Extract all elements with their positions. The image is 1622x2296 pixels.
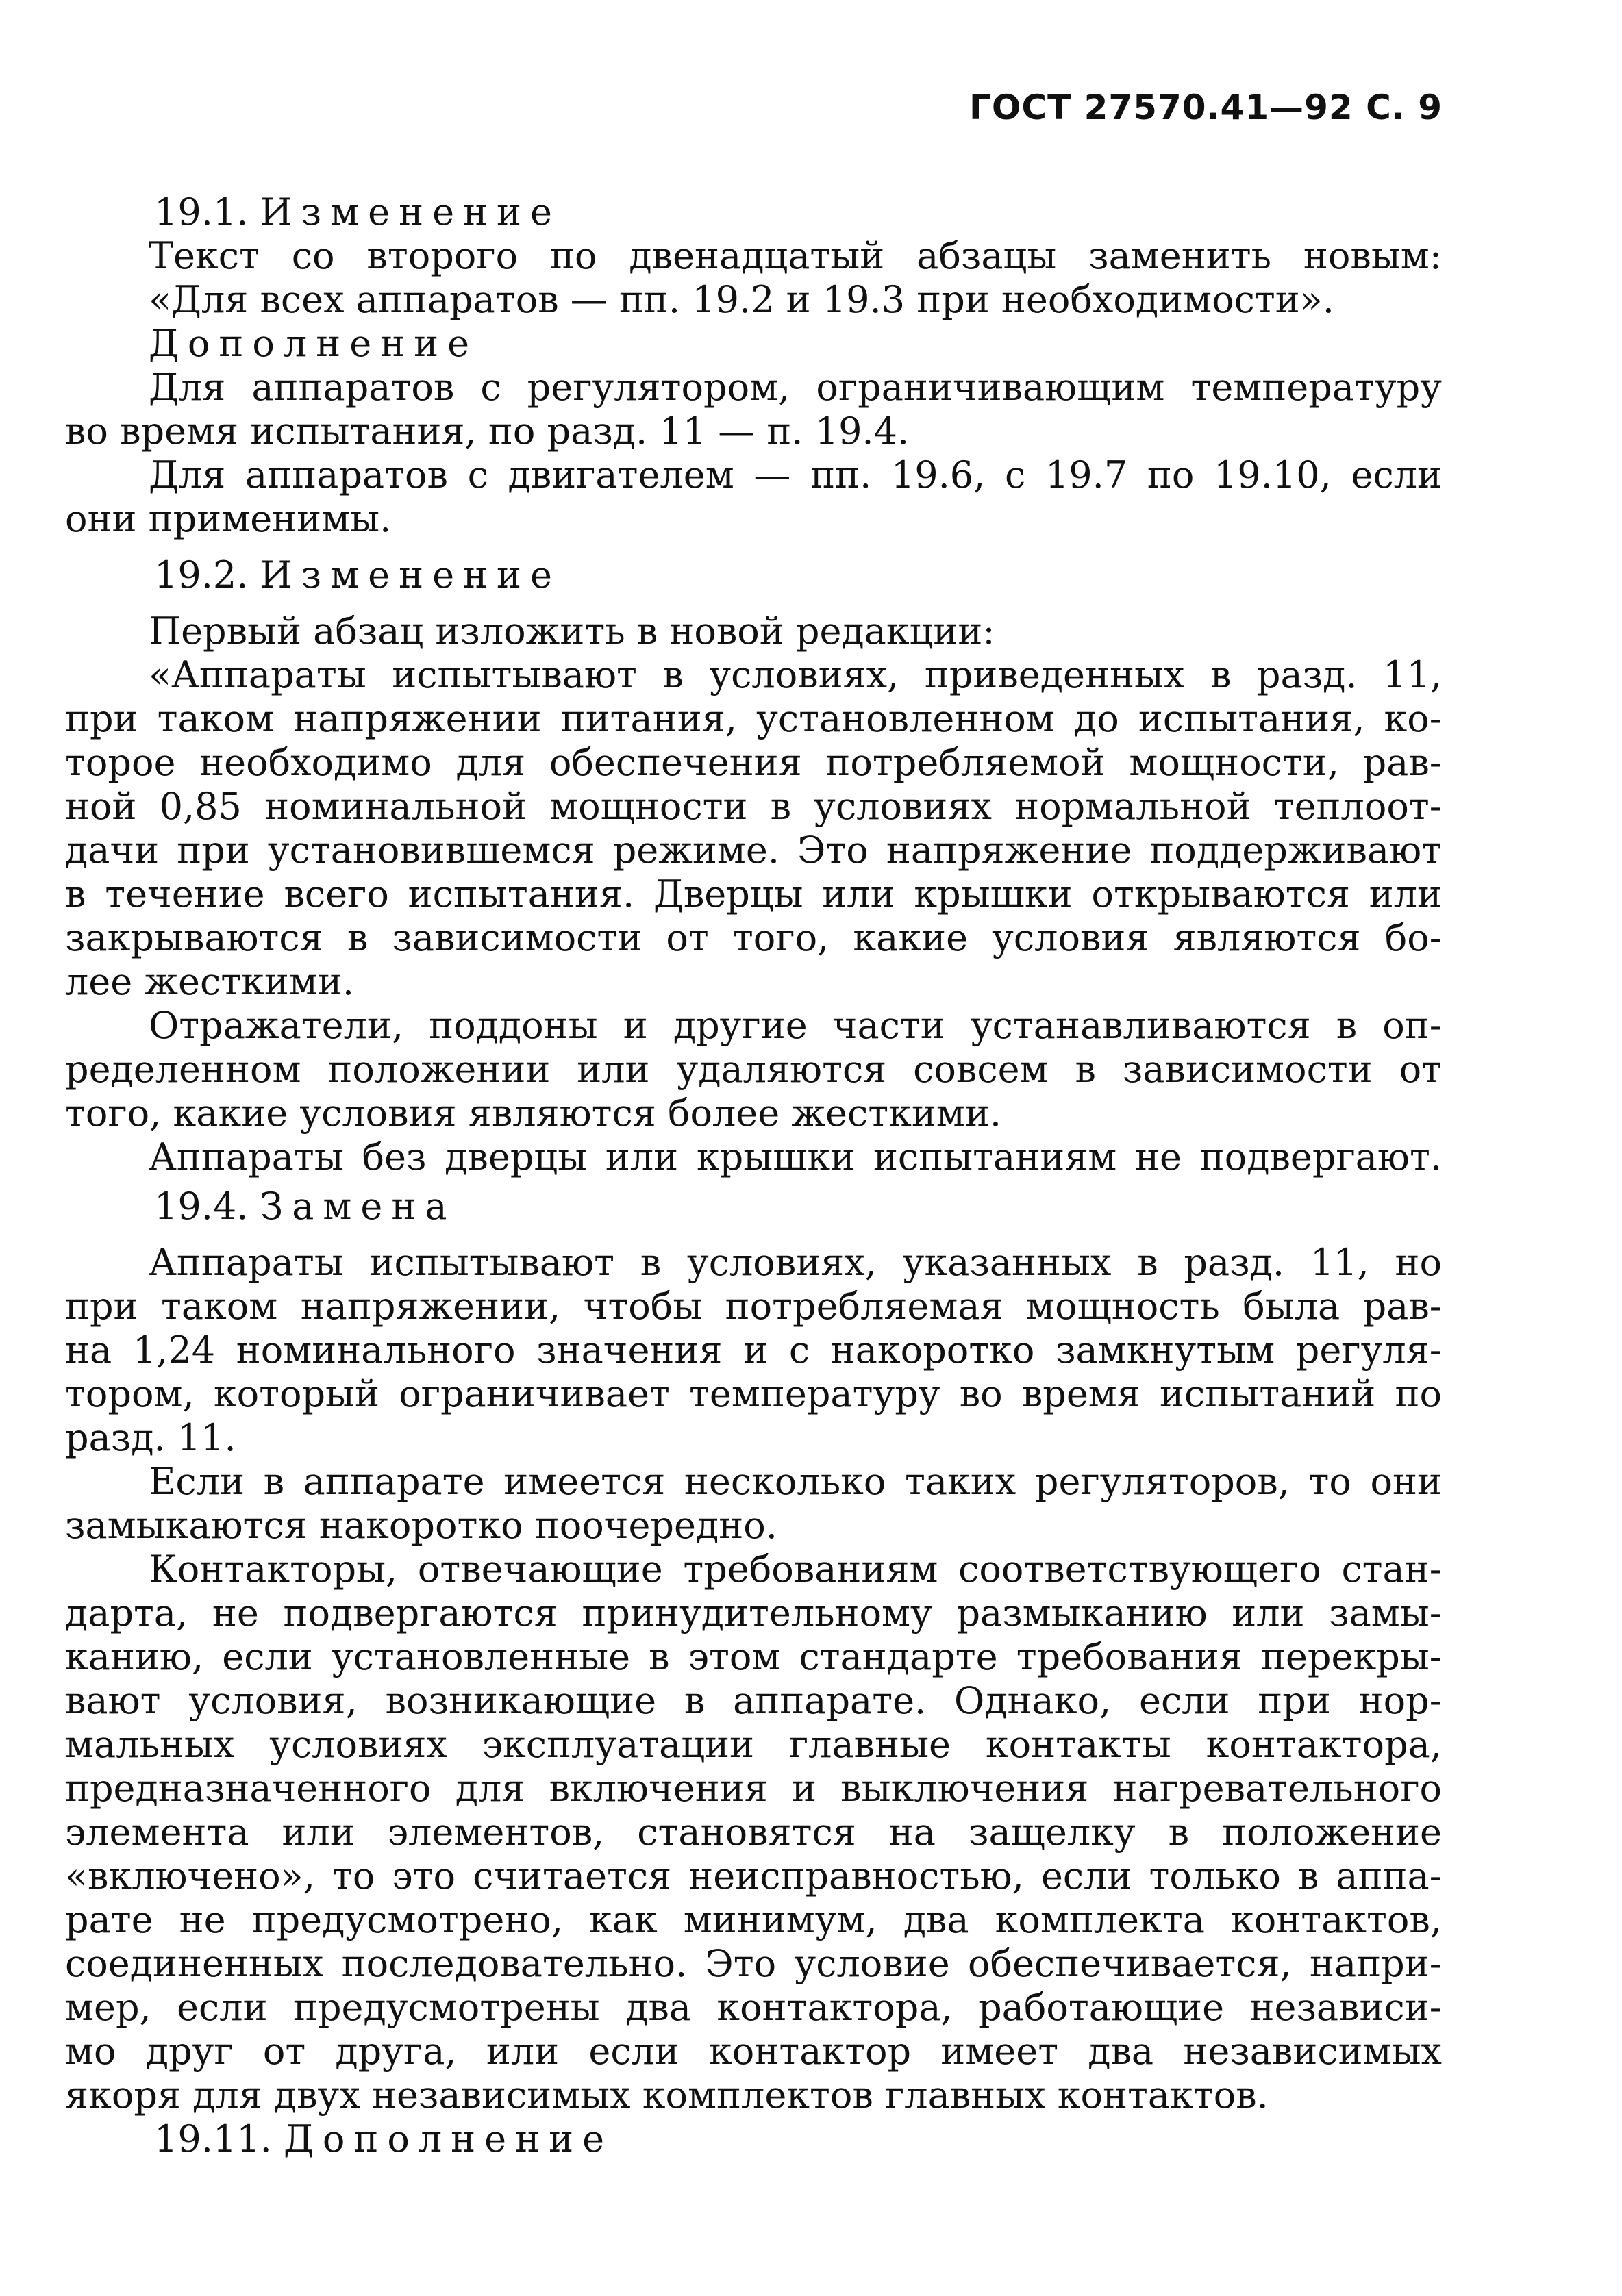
paragraph-line: элемента или элементов, становятся на защелку в положение [65,1811,1442,1854]
section-number: 19.11. [154,2117,272,2160]
paragraph-line: они применимы. [65,497,392,540]
section-heading-19-11 [140,2117,1442,2161]
section-number: 19.2. [154,553,249,596]
section-heading-19-1 [140,190,1442,234]
sub-heading-word: Дополнение [149,322,479,365]
paragraph-line: «Аппараты испытывают в условиях, приведенных в разд. 11, [149,653,1442,696]
paragraph-line: дарта, не подвергаются принудительному размыканию или замы- [65,1591,1442,1635]
paragraph-line: мальных условиях эксплуатации главные контакты контактора, [65,1723,1442,1766]
paragraph-line: Для аппаратов с регулятором, ограничивающим температуру [149,366,1442,409]
paragraph-line: Первый абзац изложить в новой редакции: [149,609,995,653]
paragraph-line: тором, который ограничивает температуру во время испытаний по [65,1372,1442,1415]
section-heading-word: Изменение [260,553,561,596]
paragraph-line [65,409,1442,453]
paragraph-line: лее жесткими. [65,960,355,1003]
paragraph-line: мо друг от друга, или если контактор имеет два независимых [65,2030,1442,2073]
section-heading-19-2 [140,553,1442,597]
paragraph-line: в течение всего испытания. Дверцы или крышки открываются или [65,872,1442,916]
line-text: во время испытания, по разд. 11 — п. 19.4. [65,409,910,453]
section-number: 19.1. [154,190,249,234]
section-heading-word: Изменение [260,190,561,234]
paragraph-line: канию, если установленные в этом стандарте требования перекры- [65,1635,1442,1678]
paragraph-line: при таком напряжении, чтобы потребляемая мощность была рав- [65,1285,1442,1328]
paragraph-line: замыкаются накоротко поочередно. [65,1504,777,1547]
paragraph-line: при таком напряжении питания, установленном до испытания, ко- [65,697,1442,740]
paragraph-line: предназначенного для включения и выключения нагревательного [65,1767,1442,1810]
paragraph-line: якоря для двух независимых комплектов главных контактов. [65,2073,1269,2117]
paragraph-line: Текст со второго по двенадцатый абзацы заменить новым: [149,234,1442,277]
paragraph-line: Для аппаратов с двигателем — пп. 19.6, с 19.7 по 19.10, если [149,453,1442,496]
paragraph-line: «Для всех аппаратов — пп. 19.2 и 19.3 при необходимости». [149,278,1334,321]
paragraph-line: соединенных последовательно. Это условие обеспечивается, напри- [65,1942,1442,1985]
paragraph-line: Аппараты испытывают в условиях, указанных в разд. 11, но [149,1241,1442,1284]
paragraph-line: рате не предусмотрено, как минимум, два комплекта контактов, [65,1898,1442,1941]
paragraph-line: того, какие условия являются более жесткими. [65,1092,1002,1135]
paragraph-line: разд. 11. [65,1416,236,1459]
document-body [65,190,1442,2161]
paragraph-line: на 1,24 номинального значения и с накоротко замкнутым регуля- [65,1328,1442,1372]
paragraph-line: Отражатели, поддоны и другие части устанавливаются в оп- [149,1004,1442,1047]
paragraph-line: Аппараты без дверцы или крышки испытаниям не подвергают. [149,1135,1442,1178]
paragraph-line: закрываются в зависимости от того, какие условия являются бо- [65,916,1442,959]
section-number: 19.4. [154,1185,249,1228]
paragraph-line: вают условия, возникающие в аппарате. Однако, если при нор- [65,1679,1442,1722]
paragraph-line: мер, если предусмотрены два контактора, работающие независи- [65,1986,1442,2029]
paragraph-line: ной 0,85 номинальной мощности в условиях нормальной теплоот- [65,785,1442,828]
page-header: ГОСТ 27570.41—92 С. 9 [969,88,1443,127]
paragraph-line: торое необходимо для обеспечения потребляемой мощности, рав- [65,741,1442,784]
section-heading-word: Замена [260,1185,456,1228]
paragraph-line: Если в аппарате имеется несколько таких регуляторов, то они [149,1460,1442,1503]
paragraph-line: Контакторы, отвечающие требованиям соответствующего стан- [149,1548,1442,1591]
paragraph-line: ределенном положении или удаляются совсем в зависимости от [65,1048,1442,1091]
section-heading-19-4 [140,1185,1442,1228]
paragraph-line: «включено», то это считается неисправностью, если только в аппа- [65,1854,1442,1897]
sub-heading-addition [140,322,1442,366]
section-heading-word: Дополнение [283,2117,614,2160]
paragraph-line: дачи при установившемся режиме. Это напряжение поддерживают [65,829,1442,872]
